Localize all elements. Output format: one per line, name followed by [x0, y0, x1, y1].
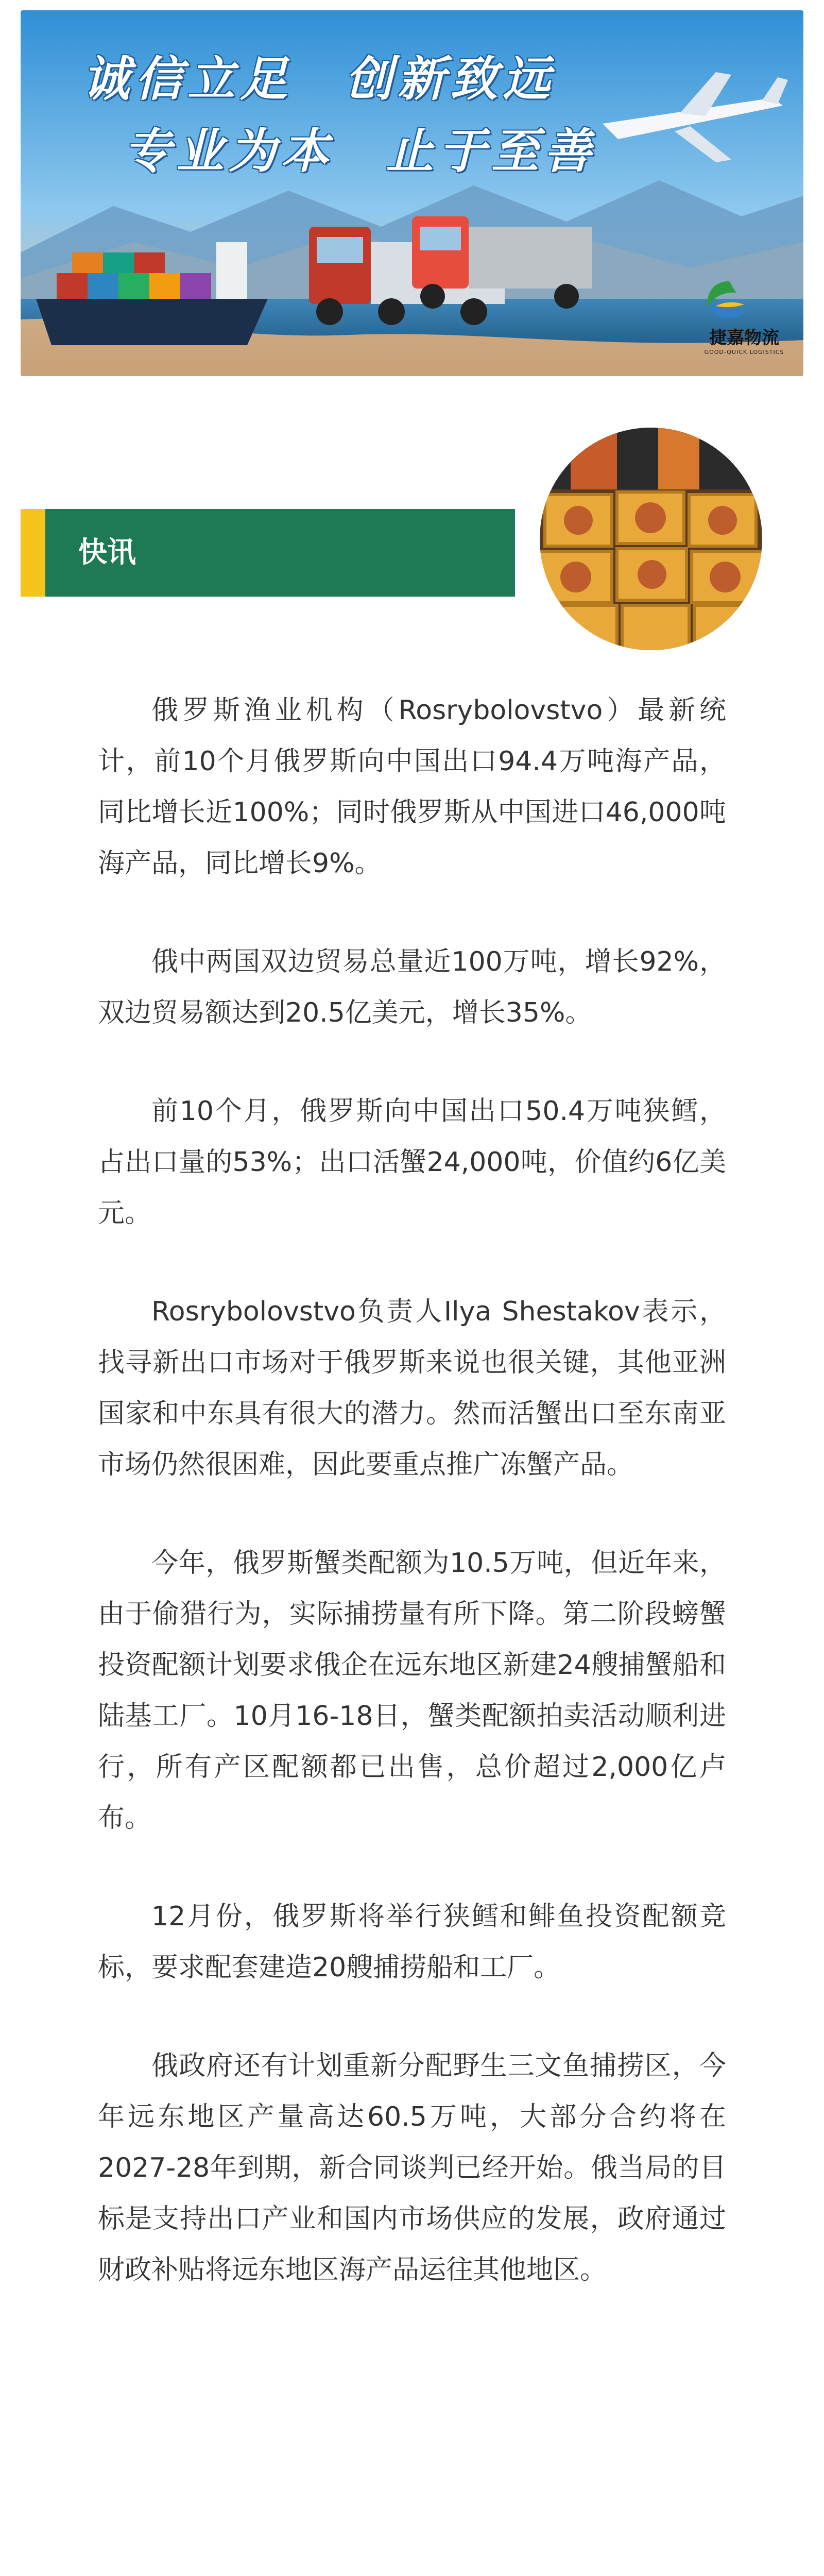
crates-illustration [540, 428, 762, 650]
article-paragraph: 俄罗斯渔业机构（Rosrybolovstvo）最新统计，前10个月俄罗斯向中国出口94.4万吨海产品，同比增长近100%；同时俄罗斯从中国进口46,000吨海产品，同比增长9%。 [98, 695, 726, 879]
article-paragraph: 12月份，俄罗斯将举行狭鳕和鲱鱼投资配额竞标，要求配套建造20艘捕捞船和工厂。 [98, 1901, 726, 1983]
section-header-bar [21, 509, 515, 597]
article-paragraph: 前10个月，俄罗斯向中国出口50.4万吨狭鳕，占出口量的53%；出口活蟹24,000吨，价值约6亿美元。 [98, 1096, 726, 1229]
slogan-line-1: 诚信立足 创新致远 [82, 51, 556, 107]
section-title: 快讯 [78, 536, 136, 569]
article-paragraph: Rosrybolovstvo负责人Ilya Shestakov表示，找寻新出口市场对于俄罗斯来说也很关键，其他亚洲国家和中东具有很大的潜力。然而活蟹出口至东南亚市场仍然很困难，因此要重点推广冻蟹产品。 [98, 1296, 726, 1480]
article-paragraph: 今年，俄罗斯蟹类配额为10.5万吨，但近年来，由于偷猎行为，实际捕捞量有所下降。第二阶段螃蟹投资配额计划要求俄企在远东地区新建24艘捕蟹船和陆基工厂。10月16-18日，蟹类配额拍卖活动顺利进行，所有产区配额都已出售，总价超过2,000亿卢布。 [98, 1548, 726, 1834]
hero-banner [21, 10, 803, 376]
section-header-accent [21, 509, 45, 597]
slogan-line-2: 专业为本 止于至善 [124, 123, 597, 179]
article-paragraph: 俄政府还有计划重新分配野生三文鱼捕捞区，今年远东地区产量高达60.5万吨，大部分合约将在2027-28年到期，新合同谈判已经开始。俄当局的目标是支持出口产业和国内市场供应的发展，政府通过财政补贴将远东地区海产品运往其他地区。 [98, 2050, 726, 2285]
banner-logo-name: 捷嘉物流 [709, 328, 779, 348]
company-logo-icon [700, 276, 757, 323]
banner-logo [700, 276, 788, 355]
article-body [98, 685, 726, 2343]
banner-logo-en: GOOD-QUICK LOGISTICS [704, 349, 784, 355]
article-paragraph: 俄中两国双边贸易总量近100万吨，增长92%，双边贸易额达到20.5亿美元，增长35%。 [98, 946, 726, 1028]
seafood-crates-photo [540, 428, 762, 650]
